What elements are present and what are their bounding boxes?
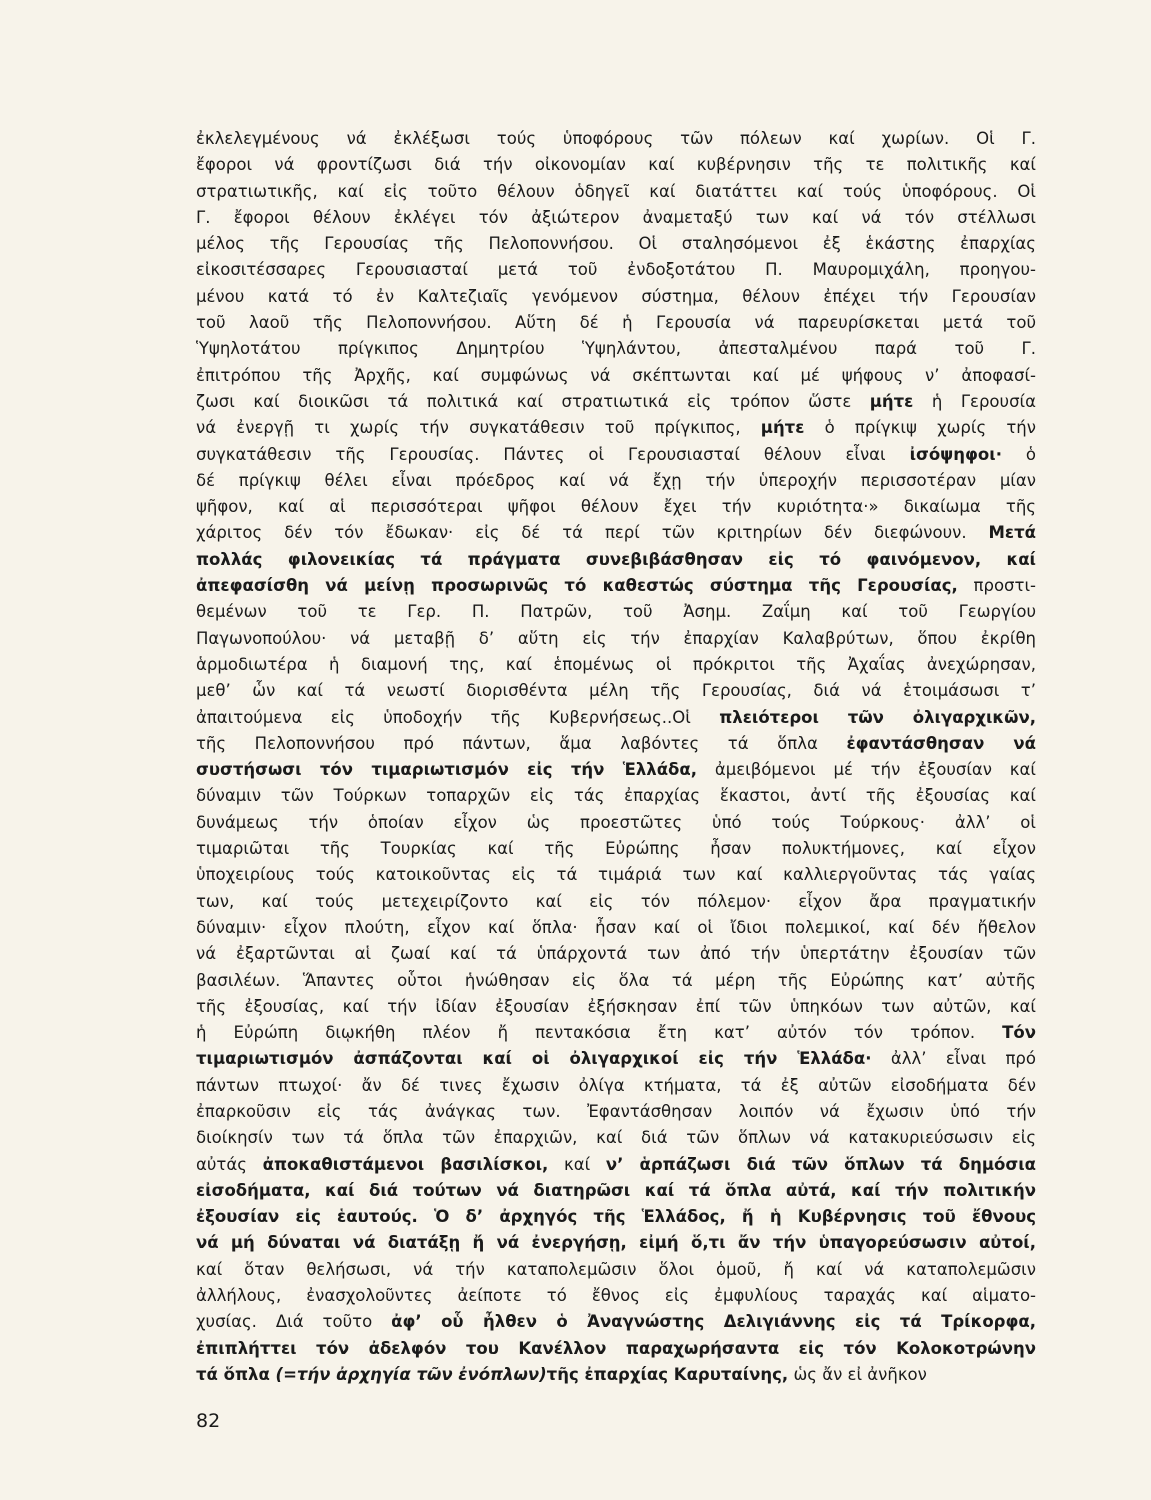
text-line [196,284,1036,310]
text-line [196,1099,1036,1125]
text-line [196,1152,1036,1178]
text-segment: Ὑψηλοτάτου πρίγκιπος Δημητρίου Ὑψηλάντου, ἀπεσταλμένου παρά τοῦ Γ. [196,339,1036,359]
text-line [196,310,1036,336]
text-line [196,915,1036,941]
text-segment: ἐπαρκοῦσιν εἰς τάς ἀνάγκας των. Ἐφαντάσθησαν λοιπόν νά ἔχωσιν ὑπό τήν [196,1101,1036,1121]
text-segment: ν’ ἁρπάζωσι διά τῶν ὅπλων τά δημόσια [605,1154,1036,1174]
text-segment: ἡ Εὐρώπη διῳκήθη πλέον ἤ πεντακόσια ἔτη κατ’ αὐτόν τόν τρόπον. [196,1023,1003,1043]
text-segment: συστήσωσι τόν τιμαριωτισμόν εἰς τήν Ἑλλάδα, [196,760,697,780]
text-segment: μεθ’ ὧν καί τά νεωστί διορισθέντα μέλη τῆς Γερουσίας, διά νά ἑτοιμάσωσι τ’ [196,681,1036,701]
text-line [196,494,1036,520]
text-segment: Τόν [1002,1023,1036,1043]
text-segment: τῆς Πελοποννήσου πρό πάντων, ἅμα λαβόντες τά ὅπλα [196,733,847,753]
text-segment: ἁρμοδιωτέρα ἡ διαμονή της, καί ἑπομένως οἱ πρόκριτοι τῆς Ἀχαΐας ἀνεχώρησαν, [196,654,1036,674]
text-segment: ψῆφον, καί αἱ περισσότεραι ψῆφοι θέλουν ἔχει τήν κυριότητα·» δικαίωμα τῆς [196,497,1036,517]
text-line [196,1283,1036,1309]
text-segment: δυνάμεως τήν ὁποίαν εἶχον ὡς προεστῶτες ὑπό τούς Τούρκους· ἀλλ’ οἱ [196,812,1036,832]
text-line [196,468,1036,494]
text-segment: Γ. ἔφοροι θέλουν ἐκλέγει τόν ἀξιώτερον ἀναμεταξύ των καί νά τόν στέλλωσι [196,207,1036,227]
text-segment: νά ἐξαρτῶνται αἱ ζωαί καί τά ὑπάρχοντά των ἀπό τήν ὑπερτάτην ἐξουσίαν τῶν [196,944,1036,964]
text-segment: μέλος τῆς Γερουσίας τῆς Πελοποννήσου. Οἱ σταλησόμενοι ἐξ ἑκάστης ἐπαρχίας [196,234,1036,254]
text-segment: ὑποχειρίους τούς κατοικοῦντας εἰς τά τιμάριά των καί καλλιεργοῦντας τάς γαίας [196,865,1036,885]
text-line [196,442,1036,468]
text-segment: μήτε [760,418,805,438]
text-line [196,705,1036,731]
text-segment: των, καί τούς μετεχειρίζοντο καί εἰς τόν πόλεμον· εἶχον ἄρα πραγματικήν [196,891,1036,911]
text-line [196,862,1036,888]
text-segment: ἀποκαθιστάμενοι βασιλίσκοι, [262,1154,549,1174]
text-segment: βασιλέων. Ἅπαντες οὗτοι ἡνώθησαν εἰς ὅλα τά μέρη τῆς Εὐρώπης κατ’ αὐτῆς [196,970,1036,990]
text-line [196,179,1036,205]
text-segment: τῆς ἐπαρχίας Καρυταίνης, [546,1364,789,1384]
text-segment: ἐπιπλήττει τόν ἀδελφόν του Κανέλλον παραχωρήσαντα εἰς τόν Κολοκοτρώνην [196,1338,1036,1358]
text-line [196,1073,1036,1099]
text-segment: ἀφ’ οὗ ἦλθεν ὁ Ἀναγνώστης Δελιγιάννης εἰς τά Τρίκορφα, [391,1312,1036,1332]
text-line [196,126,1036,152]
text-line [196,1204,1036,1230]
text-line [196,1178,1036,1204]
text-segment: νά ἐνεργῇ τι χωρίς τήν συγκατάθεσιν τοῦ πρίγκιπος, [196,418,761,438]
text-line [196,1020,1036,1046]
text-segment: ἀλλήλους, ἐνασχολοῦντες ἀείποτε τό ἔθνος εἰς ἐμφυλίους ταραχάς καί αἱματο- [196,1286,1036,1306]
text-line [196,1362,1036,1388]
text-segment: ἀμειβόμενοι μέ τήν ἐξουσίαν καί [697,760,1036,780]
text-segment: ἰσόψηφοι· [909,444,1002,464]
text-line [196,152,1036,178]
text-line [196,836,1036,862]
text-line [196,810,1036,836]
text-line [196,626,1036,652]
text-line [196,231,1036,257]
text-segment: πολλάς φιλονεικίας τά πράγματα συνεβιβάσθησαν εἰς τό φαινόμενον, καί [196,549,1036,569]
text-segment: τά ὅπλα [196,1364,276,1384]
text-line [196,994,1036,1020]
text-segment: τιμαριῶται τῆς Τουρκίας καί τῆς Εὐρώπης ἦσαν πολυκτήμονες, καί εἶχον [196,839,1036,859]
text-segment: ἔφοροι νά φροντίζωσι διά τήν οἰκονομίαν καί κυβέρνησιν τῆς τε πολιτικῆς καί [196,155,1036,175]
text-segment: προστι- [957,576,1036,596]
text-segment: ἀλλ’ εἶναι πρό [871,1049,1036,1069]
text-segment: αὐτάς [196,1154,263,1174]
text-segment: ἐκλελεγμένους νά ἐκλέξωσι τούς ὑποφόρους τῶν πόλεων καί χωρίων. Οἱ Γ. [196,129,1036,148]
text-segment: ἐπιτρόπου τῆς Ἀρχῆς, καί συμφώνως νά σκέπτωνται καί μέ ψήφους ν’ ἀποφασί- [196,365,1036,385]
text-line [196,889,1036,915]
text-line [196,1336,1036,1362]
text-segment: ἀπεφασίσθη νά μείνῃ προσωρινῶς τό καθεστώς σύστημα τῆς Γερουσίας, [196,576,958,596]
text-segment: συγκατάθεσιν τῆς Γερουσίας. Πάντες οἱ Γερουσιασταί θέλουν εἶναι [196,444,910,464]
text-line [196,1230,1036,1256]
text-line [196,257,1036,283]
body-text [196,126,1036,1388]
text-line [196,363,1036,389]
text-segment: μήτε [869,391,914,411]
text-segment: ἐξουσίαν εἰς ἑαυτούς. Ὁ δ’ ἀρχηγός τῆς Ἑλλάδος, ἤ ἡ Κυβέρνησις τοῦ ἔθνους [196,1207,1036,1227]
text-segment: εἰσοδήματα, καί διά τούτων νά διατηρῶσι καί τά ὅπλα αὐτά, καί τήν πολιτικήν [196,1180,1036,1200]
text-line [196,520,1036,546]
text-line [196,968,1036,994]
text-segment: χάριτος δέν τόν ἔδωκαν· εἰς δέ τά περί τῶν κριτηρίων δέν διεφώνουν. [196,523,989,543]
text-segment: στρατιωτικῆς, καί εἰς τοῦτο θέλουν ὁδηγεῖ καί διατάττει καί τούς ὑποφόρους. Οἱ [196,181,1036,201]
text-segment: χυσίας. Διά τοῦτο [196,1312,392,1332]
text-line [196,1257,1036,1283]
text-line [196,652,1036,678]
text-segment: ζωσι καί διοικῶσι τά πολιτικά καί στρατιωτικά εἰς τρόπον ὥστε [196,391,870,411]
text-segment: Παγωνοπούλου· νά μεταβῇ δ’ αὕτη εἰς τήν ἐπαρχίαν Καλαβρύτων, ὅπου ἐκρίθη [196,628,1036,648]
text-segment: θεμένων τοῦ τε Γερ. Π. Πατρῶν, τοῦ Ἀσημ. Ζαΐμη καί τοῦ Γεωργίου [196,602,1036,622]
text-line [196,205,1036,231]
text-line [196,1046,1036,1072]
text-segment: Μετά [988,523,1036,543]
text-segment: ἡ Γερουσία [913,391,1036,411]
text-segment: ὁ [1001,444,1036,464]
text-line [196,941,1036,967]
text-segment: ἀπαιτούμενα εἰς ὑποδοχήν τῆς Κυβερνήσεως..Οἱ [196,707,720,727]
text-segment: ἐφαντάσθησαν νά [846,733,1037,753]
text-line [196,336,1036,362]
text-line [196,389,1036,415]
text-segment: διοίκησίν των τά ὅπλα τῶν ἐπαρχιῶν, καί διά τῶν ὅπλων νά κατακυριεύσωσιν εἰς [196,1128,1036,1148]
text-segment: νά μή δύναται νά διατάξῃ ἤ νά ἐνεργήσῃ, εἰμή ὅ,τι ἄν τήν ὑπαγορεύσωσιν αὐτοί, [196,1233,1036,1253]
text-segment: τιμαριωτισμόν ἀσπάζονται καί οἱ ὀλιγαρχικοί εἰς τήν Ἑλλάδα· [196,1049,872,1069]
text-line [196,783,1036,809]
text-segment: δύναμιν· εἶχον πλούτη, εἶχον καί ὅπλα· ἦσαν καί οἱ ἴδιοι πολεμικοί, καί δέν ἤθελον [196,917,1036,937]
page-number: 82 [196,1410,221,1432]
text-segment: μένου κατά τό ἐν Καλτεζιαῖς γενόμενον σύστημα, θέλουν ἐπέχει τήν Γερουσίαν [196,286,1036,306]
text-line [196,678,1036,704]
text-segment: τῆς ἐξουσίας, καί τήν ἰδίαν ἐξουσίαν ἐξήσκησαν ἐπί τῶν ὑπηκόων των αὐτῶν, καί [196,996,1036,1016]
text-line [196,547,1036,573]
text-segment: πλειότεροι τῶν ὀλιγαρχικῶν, [719,707,1036,727]
text-segment: (=τήν ἀρχηγία τῶν ἐνόπλων) [275,1364,547,1384]
text-line [196,757,1036,783]
text-line [196,1309,1036,1335]
text-segment: τοῦ λαοῦ τῆς Πελοποννήσου. Αὕτη δέ ἡ Γερουσία νά παρευρίσκεται μετά τοῦ [196,313,1036,333]
text-line [196,599,1036,625]
text-segment: καί [548,1154,606,1174]
text-line [196,731,1036,757]
text-segment: δύναμιν τῶν Τούρκων τοπαρχῶν εἰς τάς ἐπαρχίας ἕκαστοι, ἀντί τῆς ἐξουσίας καί [196,786,1036,806]
text-segment: δέ πρίγκιψ θέλει εἶναι πρόεδρος καί νά ἔχῃ τήν ὑπεροχήν περισσοτέραν μίαν [196,470,1036,490]
text-segment: εἰκοσιτέσσαρες Γερουσιασταί μετά τοῦ ἐνδοξοτάτου Π. Μαυρομιχάλη, προηγου- [196,260,1036,280]
text-segment: πάντων πτωχοί· ἄν δέ τινες ἔχωσιν ὀλίγα κτήματα, τά ἐξ αὐτῶν εἰσοδήματα δέν [196,1075,1036,1095]
text-line [196,415,1036,441]
text-segment: ὡς ἄν εἰ ἀνῆκον [788,1364,927,1384]
text-line [196,573,1036,599]
text-segment: καί ὅταν θελήσωσι, νά τήν καταπολεμῶσιν ὅλοι ὁμοῦ, ἤ καί νά καταπολεμῶσιν [196,1259,1036,1279]
text-segment: ὁ πρίγκιψ χωρίς τήν [804,418,1036,438]
text-line [196,1125,1036,1151]
